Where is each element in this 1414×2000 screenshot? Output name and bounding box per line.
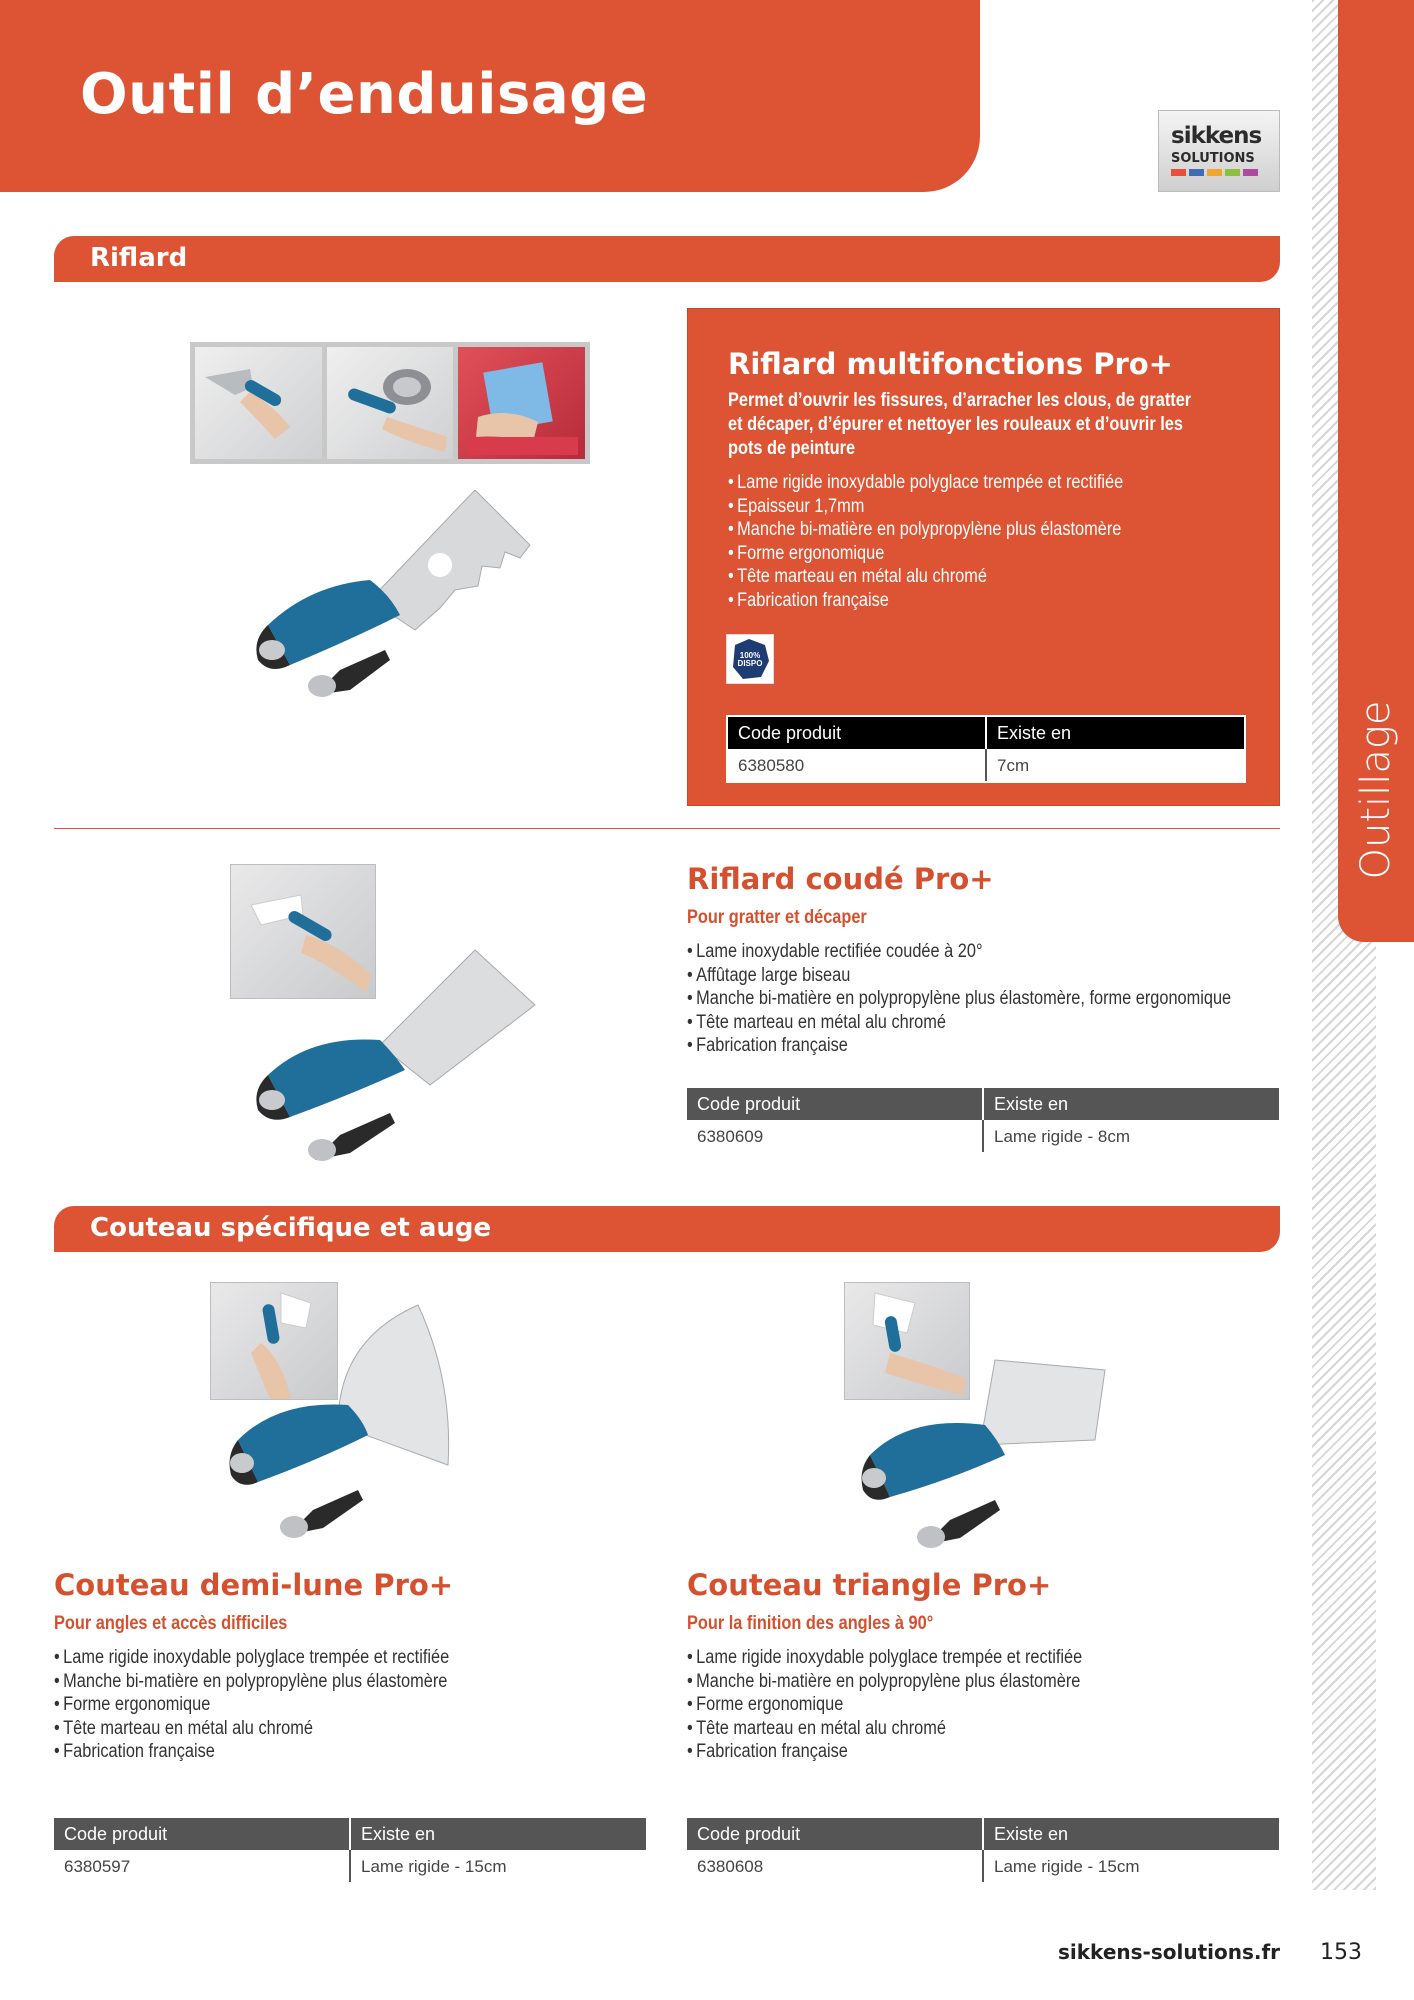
- product-title: Riflard multifonctions Pro+: [728, 347, 1173, 381]
- side-tab-label: Outillage: [1353, 700, 1399, 880]
- feature-item: • Manche bi-matière en polypropylène plus élastomère, forme ergonomique: [687, 987, 1289, 1011]
- spec-header-code: Code produit: [64, 1824, 168, 1844]
- product-code: 6380580: [738, 756, 805, 775]
- couteau-triangle-image: [860, 1355, 1110, 1555]
- usage-photo: [458, 347, 585, 459]
- spec-row: [54, 1850, 646, 1882]
- feature-item: • Lame rigide inoxydable polyglace trempée et rectifiée: [54, 1646, 587, 1670]
- feature-list: [687, 940, 1289, 1058]
- logo-bar: [1189, 169, 1204, 176]
- logo-subtitle: SOLUTIONS: [1171, 151, 1255, 166]
- spec-header-code: Code produit: [697, 1824, 801, 1844]
- footer-website-link[interactable]: sikkens-solutions.fr: [1058, 1940, 1281, 1964]
- feature-list: [728, 471, 1210, 613]
- feature-item: • Fabrication française: [54, 1740, 587, 1764]
- feature-item: • Tête marteau en métal alu chromé: [687, 1011, 1289, 1035]
- product-code: 6380609: [697, 1127, 764, 1146]
- product-card-riflard-multifonctions: [687, 308, 1280, 806]
- feature-item: • Manche bi-matière en polypropylène plus élastomère: [54, 1670, 587, 1694]
- side-tab-label-wrap: [1340, 690, 1412, 890]
- feature-item: • Lame inoxydable rectifiée coudée à 20°: [687, 940, 1289, 964]
- feature-item: • Forme ergonomique: [728, 542, 1210, 566]
- spec-header-variant: Existe en: [982, 1088, 1279, 1120]
- spec-header-row: [728, 717, 1244, 749]
- product-subtitle: Pour la finition des angles à 90°: [687, 1613, 934, 1634]
- product-title: Riflard coudé Pro+: [687, 862, 994, 896]
- feature-item: • Fabrication française: [687, 1740, 1220, 1764]
- page-title: Outil d’enduisage: [80, 62, 649, 127]
- spec-header-row: [687, 1818, 1279, 1850]
- section-title: Couteau spécifique et auge: [90, 1213, 492, 1243]
- spec-header-variant: Existe en: [985, 717, 1244, 749]
- sikkens-logo[interactable]: [1158, 110, 1280, 192]
- couteau-demi-lune-image: [228, 1300, 458, 1550]
- dispo-badge: [726, 634, 774, 684]
- spec-row: [687, 1850, 1279, 1882]
- spec-header-code: Code produit: [738, 723, 842, 743]
- product-subtitle: Pour angles et accès difficiles: [54, 1613, 288, 1634]
- product-subtitle: Pour gratter et décaper: [687, 907, 867, 928]
- section-title: Riflard: [90, 243, 188, 273]
- spec-header-code: Code produit: [697, 1094, 801, 1114]
- spec-header-variant: Existe en: [349, 1818, 646, 1850]
- spec-header-row: [54, 1818, 646, 1850]
- feature-item: • Manche bi-matière en polypropylène plus élastomère: [687, 1670, 1220, 1694]
- product-code: 6380608: [697, 1857, 764, 1876]
- product-variant: Lame rigide - 15cm: [982, 1850, 1279, 1882]
- product-variant: Lame rigide - 15cm: [349, 1850, 646, 1882]
- feature-item: • Manche bi-matière en polypropylène plus élastomère: [728, 518, 1210, 542]
- feature-item: • Tête marteau en métal alu chromé: [728, 565, 1210, 589]
- logo-bar: [1225, 169, 1240, 176]
- feature-item: • Fabrication française: [728, 589, 1210, 613]
- feature-item: • Fabrication française: [687, 1034, 1289, 1058]
- feature-item: • Tête marteau en métal alu chromé: [54, 1717, 587, 1741]
- spec-table: [687, 1818, 1279, 1882]
- spec-header-row: [687, 1088, 1279, 1120]
- logo-bar: [1243, 169, 1258, 176]
- badge-label: 100% DISPO: [737, 651, 763, 668]
- usage-photo: [195, 347, 322, 459]
- product-title: Couteau triangle Pro+: [687, 1568, 1052, 1602]
- riflard-coude-image: [250, 945, 540, 1170]
- feature-item: • Epaisseur 1,7mm: [728, 495, 1210, 519]
- feature-item: • Forme ergonomique: [54, 1693, 587, 1717]
- product-variant: 7cm: [985, 749, 1244, 781]
- spec-table: [54, 1818, 646, 1882]
- feature-item: • Tête marteau en métal alu chromé: [687, 1717, 1220, 1741]
- spec-row: [687, 1120, 1279, 1152]
- logo-bar: [1171, 169, 1186, 176]
- usage-photo-strip: [190, 342, 590, 464]
- product-variant: Lame rigide - 8cm: [982, 1120, 1279, 1152]
- feature-item: • Lame rigide inoxydable polyglace trempée et rectifiée: [728, 471, 1210, 495]
- section-bar-couteau: [54, 1206, 1280, 1252]
- logo-color-bars: [1171, 169, 1258, 176]
- spec-table: [687, 1088, 1279, 1152]
- feature-item: • Forme ergonomique: [687, 1693, 1220, 1717]
- feature-list: [687, 1646, 1220, 1764]
- feature-item: • Affûtage large biseau: [687, 964, 1289, 988]
- logo-wordmark: sikkens: [1171, 123, 1262, 149]
- section-bar-riflard: [54, 236, 1280, 282]
- feature-item: • Lame rigide inoxydable polyglace trempée et rectifiée: [687, 1646, 1220, 1670]
- product-title: Couteau demi-lune Pro+: [54, 1568, 454, 1602]
- page-number: 153: [1320, 1940, 1362, 1965]
- product-subtitle: Permet d’ouvrir les fissures, d’arracher les clous, de gratter et décaper, d’épurer et nettoyer les rouleaux et d’ouvrir les pots de peinture: [728, 390, 1192, 459]
- section-divider: [54, 828, 1280, 829]
- usage-photo: [327, 347, 454, 459]
- multitool-image: [250, 490, 540, 705]
- spec-table: [726, 715, 1246, 783]
- product-code: 6380597: [64, 1857, 131, 1876]
- spec-header-variant: Existe en: [982, 1818, 1279, 1850]
- logo-bar: [1207, 169, 1222, 176]
- spec-row: [728, 749, 1244, 781]
- feature-list: [54, 1646, 587, 1764]
